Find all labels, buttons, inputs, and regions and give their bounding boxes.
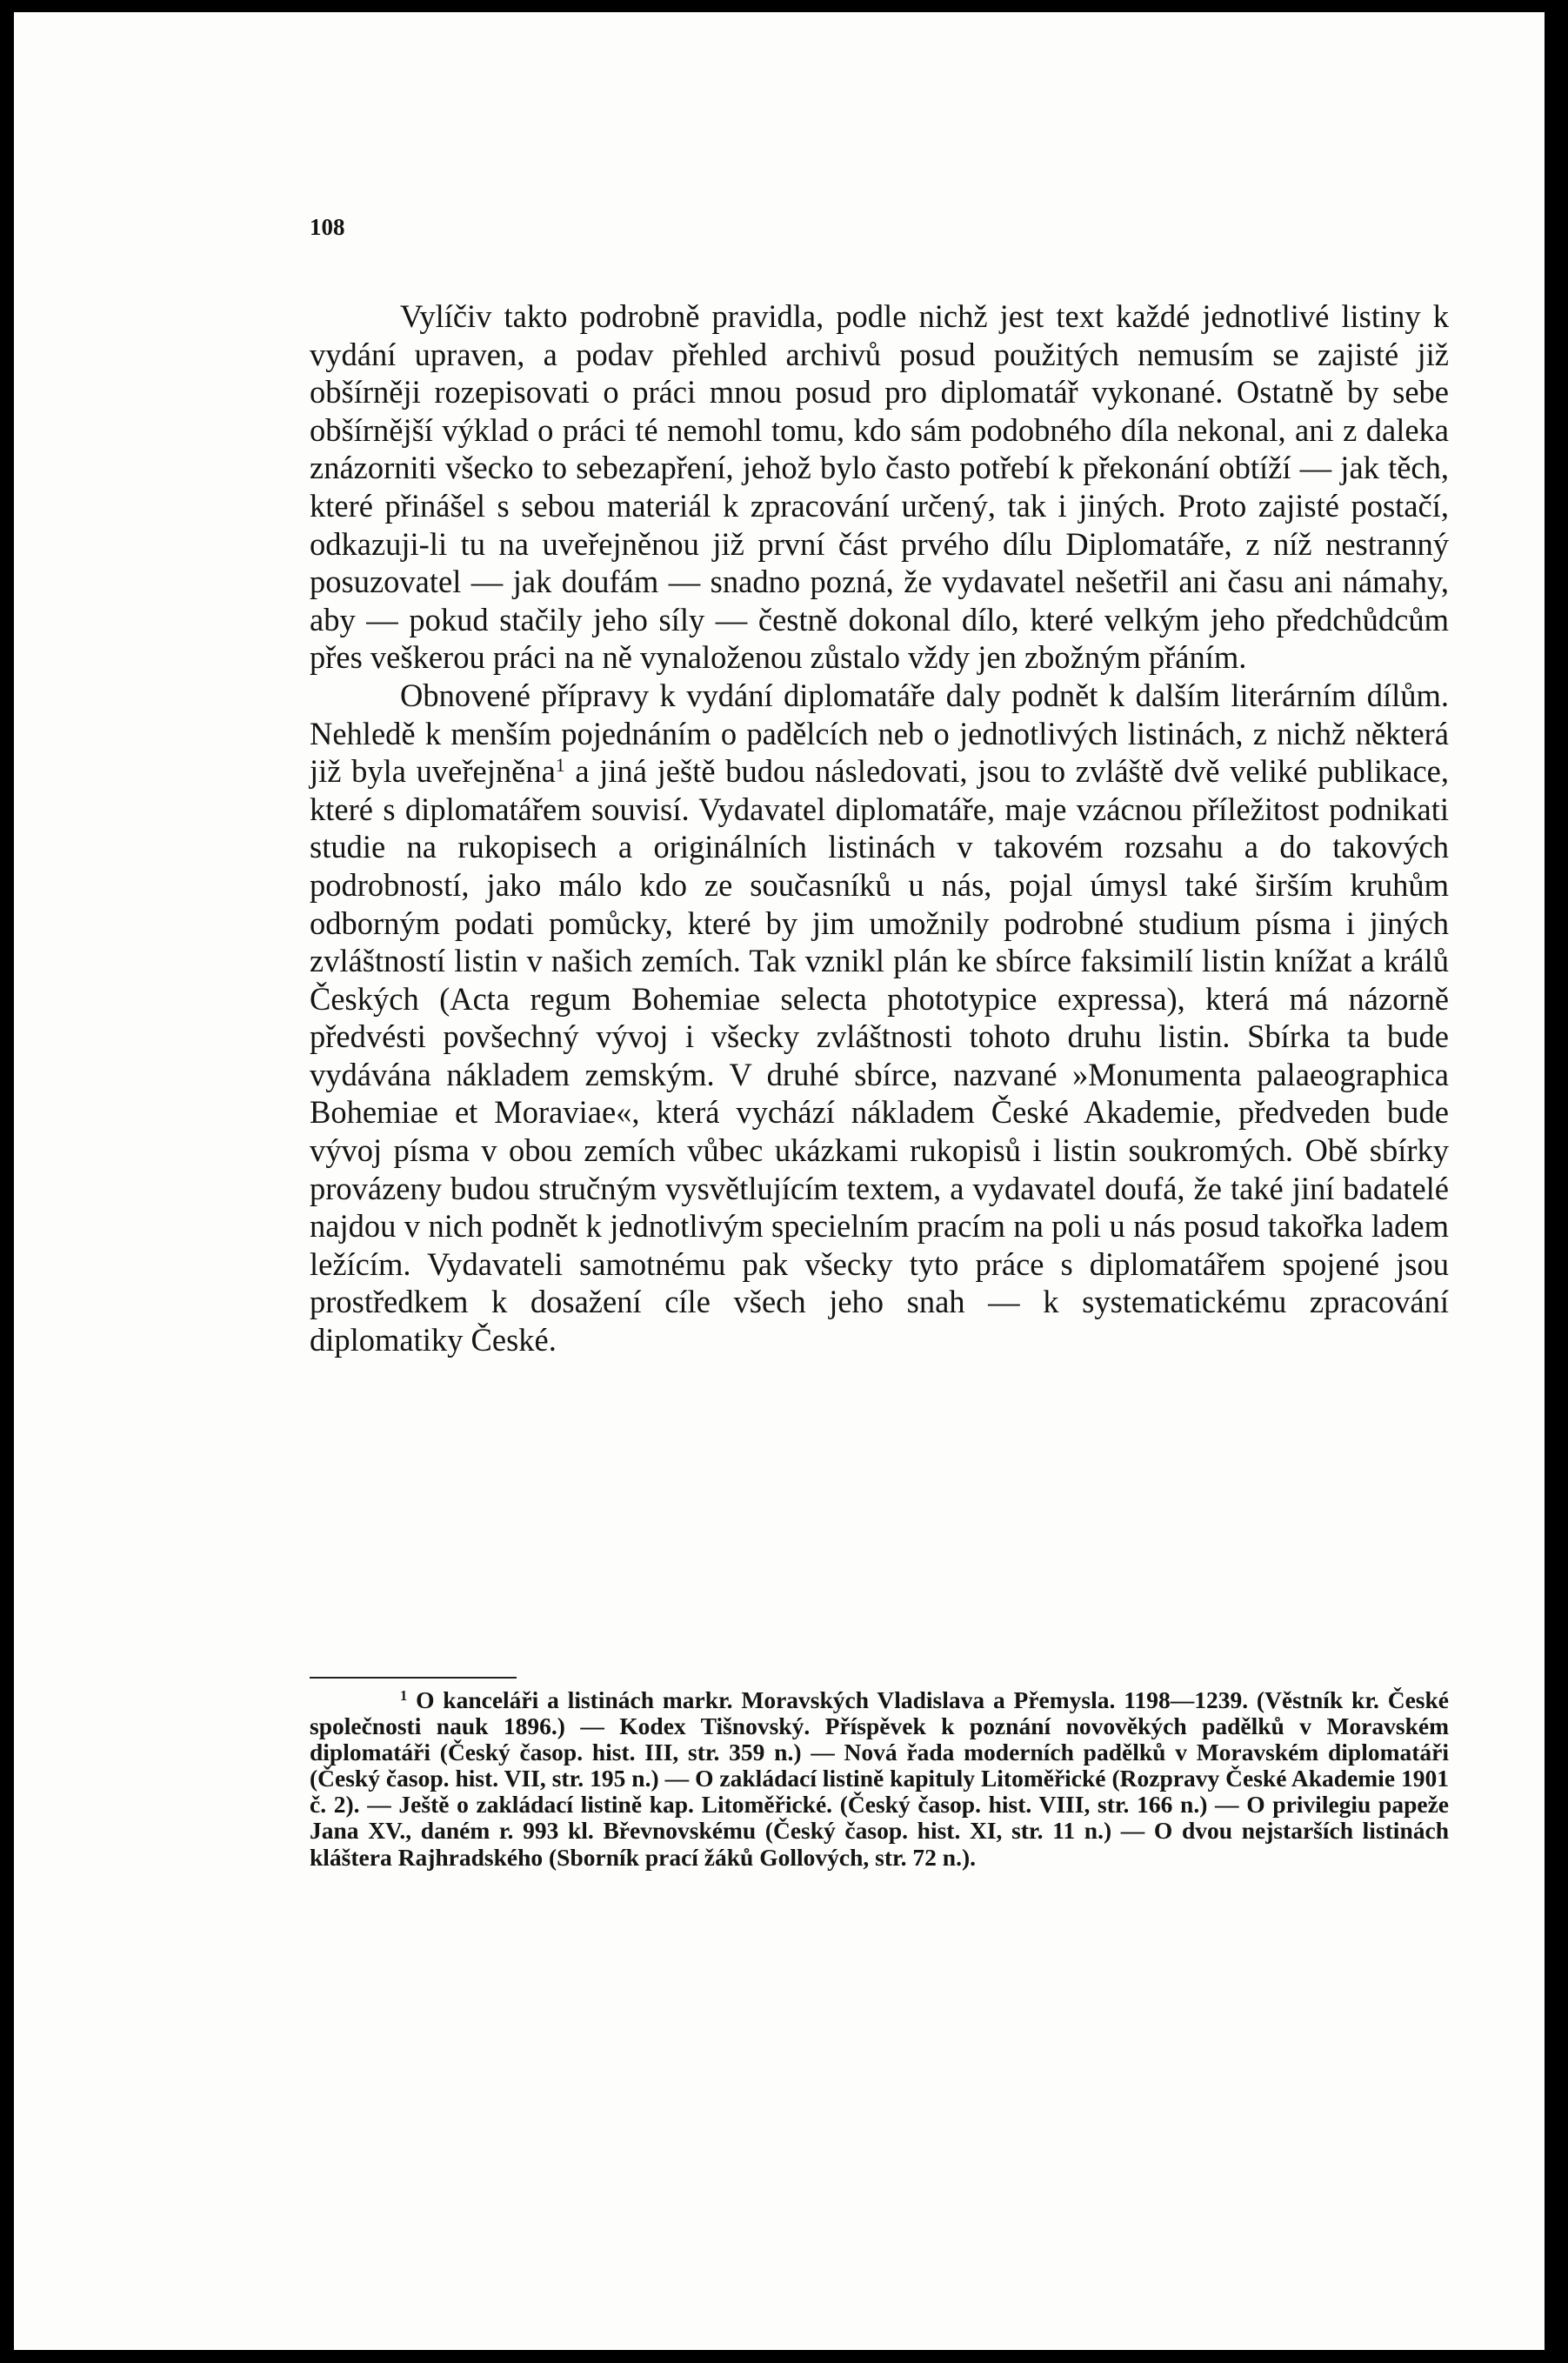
paragraph-2-part-2: a jiná ještě budou následovati, jsou to zvláště dvě veliké publikace, které s diplomatářem souvisí. Vydavatel diplomatáře, maje vzácnou příležitost podnikati studie na rukopisech a originálních listinách v takovém rozsahu a do takových podrobností, jako málo kdo ze současníků u nás, pojal úmysl také širším kruhům odborným podati pomůcky, které by jim umožnily podrobné studium písma i jiných zvláštností listin v našich zemích. Tak vznikl plán ke sbírce faksimilí listin knížat a králů Českých (Acta regum Bohemiae selecta phototypice expressa), která má názorně předvésti povšechný vývoj i všecky zvláštnosti tohoto druhu listin. Sbírka ta bude vydávána nákladem zemským. V druhé sbírce, nazvané »Monumenta palaeographica Bohemiae et Moraviae«, která vychází nákladem České Akademie, předveden bude vývoj písma v obou zemích vůbec ukázkami rukopisů i listin soukromých. Obě sbírky provázeny budou stručným vysvětlujícím textem, a vydavatel doufá, že také jiní badatelé najdou v nich podnět k jednotlivým specielním pracím na poli u nás posud takořka ladem ležícím. Vydavateli samotnému pak všecky tyto práce s diplomatářem spojené jsou prostředkem k dosažení cíle všech jeho snah — k systematickému zpracování diplomatiky České. [310, 753, 1449, 1358]
footnote-text: O kanceláři a listinách markr. Moravských Vladislava a Přemysla. 1198—1239. (Věstník kr. České společnosti nauk 1896.) — Kodex Tišnovský. Příspěvek k poznání novověkých padělků v Moravském diplomatáři (Český časop. hist. III, str. 359 n.) — Nová řada moderních padělků v Moravském diplomatáři (Český časop. hist. VII, str. 195 n.) — O zakládací listině kapituly Litoměřické (Rozpravy České Akademie 1901 č. 2). — Ještě o zakládací listině kap. Litoměřické. (Český časop. hist. VIII, str. 166 n.) — O privilegiu papeže Jana XV., daném r. 993 kl. Břevnovskému (Český časop. hist. XI, str. 11 n.) — O dvou nejstarších listinách kláštera Rajhradského (Sborník prací žáků Gollových, str. 72 n.). [310, 1686, 1449, 1871]
page-sheet [14, 12, 1545, 2350]
body-text [310, 297, 1449, 1359]
paragraph-1: Vylíčiv takto podrobně pravidla, podle nichž jest text každé jednotlivé listiny k vydání upraven, a podav přehled archivů posud použitých nemusím se zajisté již obšírněji rozepisovati o práci mnou posud pro diplomatář vykonané. Ostatně by sebe obšírnější výklad o práci té nemohl tomu, kdo sám podobného díla nekonal, ani z daleka znázorniti všecko to sebezapření, jehož bylo často potřebí k překonání obtíží — jak těch, které přinášel s sebou materiál k zpracování určený, tak i jiných. Proto zajisté postačí, odkazuji-li tu na uveřejněnou již první část prvého dílu Diplomatáře, z níž nestranný posuzovatel — jak doufám — snadno pozná, že vydavatel nešetřil ani času ani námahy, aby — pokud stačily jeho síly — čestně dokonal dílo, které velkým jeho předchůdcům přes veškerou práci na ně vynaloženou zůstalo vždy jen zbožným přáním. [310, 298, 1449, 676]
footnotes [310, 1687, 1449, 1871]
footnote-reference: 1 [555, 754, 565, 777]
page-number: 108 [310, 214, 345, 240]
footnote-1 [310, 1687, 1449, 1871]
paragraph-2-part-1: Obnovené přípravy k vydání diplomatáře daly podnět k dalším literárním dílům. Nehledě k menším pojednáním o padělcích neb o jednotlivých listinách, z nichž některá již byla uveřejněna [310, 677, 1449, 790]
footnote-separator [310, 1677, 517, 1679]
footnote-marker: 1 [400, 1686, 408, 1704]
paragraph-2 [310, 677, 1449, 1359]
